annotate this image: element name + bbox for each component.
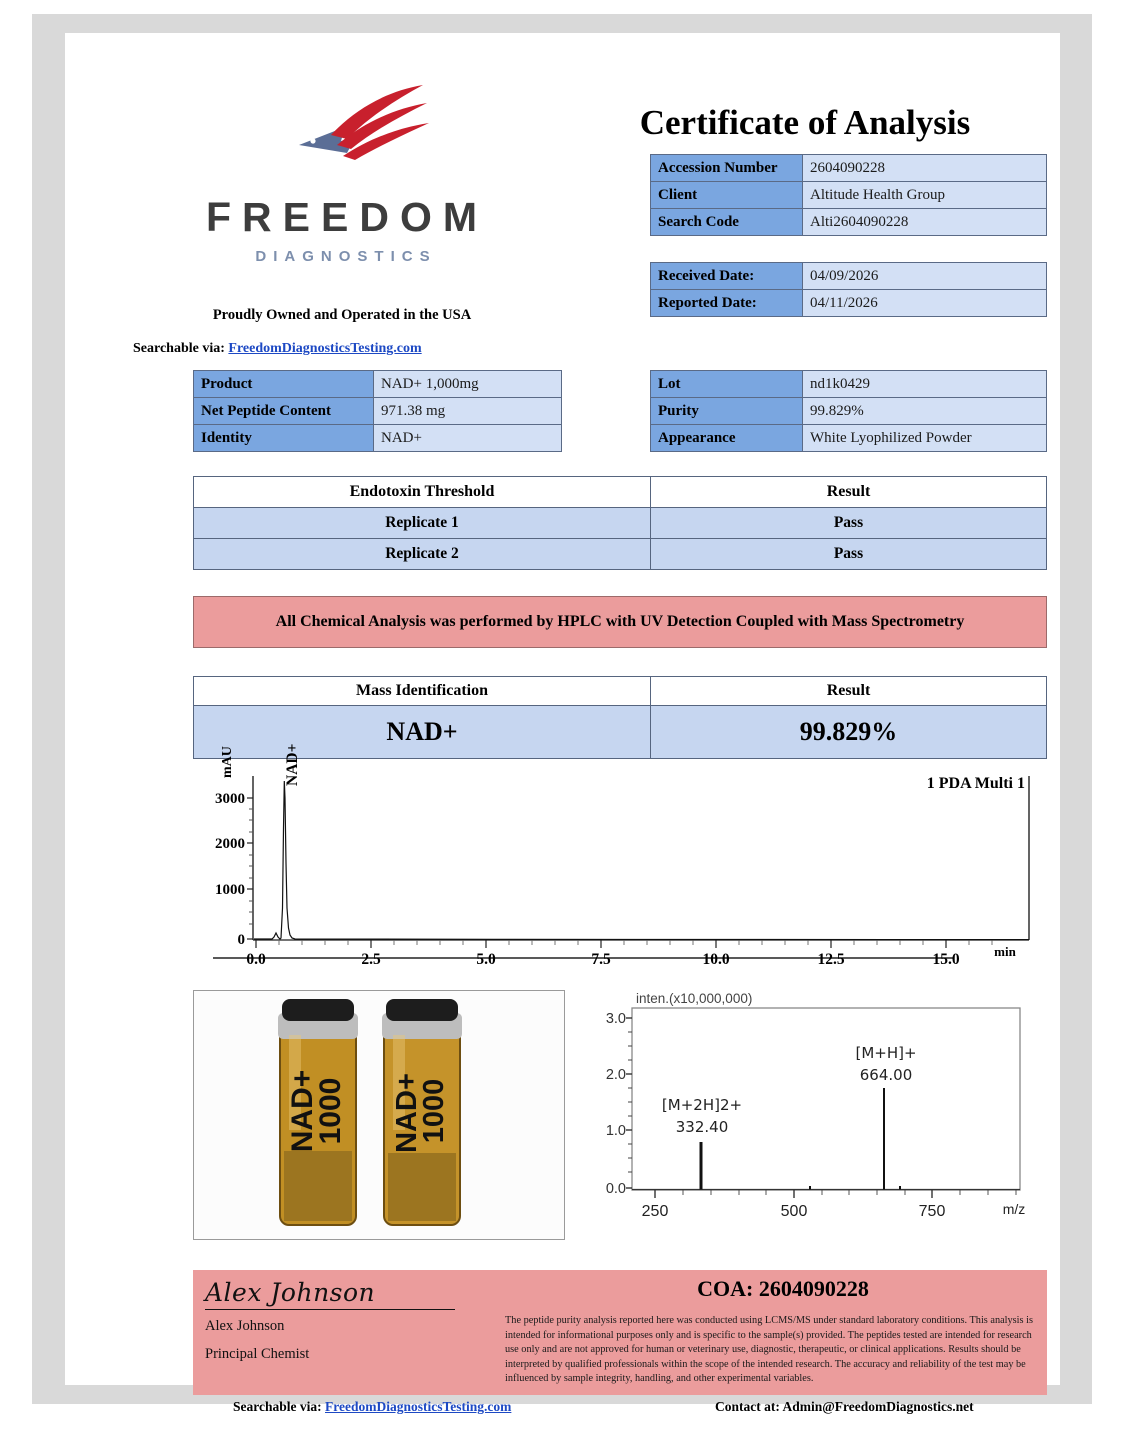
table-row — [194, 508, 1047, 539]
searchable-via-header — [127, 341, 557, 357]
company-subtitle: DIAGNOSTICS — [255, 248, 437, 265]
product-vial-photo — [193, 990, 565, 1240]
svg-text:0.0: 0.0 — [246, 951, 266, 968]
svg-text:NAD+: NAD+ — [284, 743, 301, 786]
mass-spectrum-chart — [570, 990, 1047, 1240]
appearance-label: Appearance — [651, 425, 803, 452]
searchable-prefix: Searchable via: — [133, 341, 225, 356]
svg-text:332.40: 332.40 — [675, 1118, 729, 1136]
svg-text:7.5: 7.5 — [591, 951, 611, 968]
replicate-2-name: Replicate 2 — [194, 539, 651, 570]
reported-date-label: Reported Date: — [651, 290, 803, 317]
accession-label: Accession Number — [651, 155, 803, 182]
hplc-chromatogram — [193, 743, 1047, 983]
svg-text:3000: 3000 — [215, 791, 245, 807]
svg-text:1.0: 1.0 — [605, 1123, 626, 1139]
search-code-value: Alti2604090228 — [803, 209, 1047, 236]
svg-text:2000: 2000 — [215, 836, 245, 852]
table-row — [194, 371, 562, 398]
svg-text:1000: 1000 — [314, 1077, 347, 1145]
table-row — [651, 371, 1047, 398]
svg-text:15.0: 15.0 — [932, 951, 960, 968]
identity-value: NAD+ — [374, 425, 562, 452]
company-name: FREEDOM — [206, 194, 488, 240]
svg-text:12.5: 12.5 — [817, 951, 845, 968]
table-row — [651, 290, 1047, 317]
table-header-row — [194, 677, 1047, 706]
svg-text:0: 0 — [237, 932, 245, 948]
svg-text:10.0: 10.0 — [702, 951, 730, 968]
table-row — [194, 425, 562, 452]
svg-text:inten.(x10,000,000): inten.(x10,000,000) — [636, 991, 753, 1006]
accession-table — [650, 154, 1047, 236]
svg-text:m/z: m/z — [1002, 1201, 1026, 1217]
svg-text:[M+2H]2+: [M+2H]2+ — [661, 1096, 743, 1114]
product-value: NAD+ 1,000mg — [374, 371, 562, 398]
lot-value: nd1k0429 — [803, 371, 1047, 398]
svg-text:0.0: 0.0 — [605, 1181, 626, 1197]
table-row — [651, 425, 1047, 452]
svg-text:1000: 1000 — [418, 1078, 450, 1144]
table-row — [194, 398, 562, 425]
client-value: Altitude Health Group — [803, 182, 1047, 209]
endotoxin-table — [193, 476, 1047, 570]
dates-table — [650, 262, 1047, 317]
footer-searchable-link[interactable]: FreedomDiagnosticsTesting.com — [325, 1399, 512, 1414]
table-row — [194, 539, 1047, 570]
table-row — [651, 209, 1047, 236]
mass-id-compound: NAD+ — [194, 706, 651, 759]
net-peptide-content-value: 971.38 mg — [374, 398, 562, 425]
mass-id-header-right: Result — [651, 677, 1047, 706]
svg-text:NAD+: NAD+ — [286, 1069, 319, 1153]
signature: Alex Johnson — [205, 1278, 455, 1310]
received-date-value: 04/09/2026 — [803, 263, 1047, 290]
svg-text:3.0: 3.0 — [605, 1011, 626, 1027]
signer-role: Principal Chemist — [205, 1346, 310, 1362]
product-label: Product — [194, 371, 374, 398]
replicate-1-name: Replicate 1 — [194, 508, 651, 539]
purity-label: Purity — [651, 398, 803, 425]
svg-text:250: 250 — [641, 1203, 669, 1220]
lot-label: Lot — [651, 371, 803, 398]
svg-text:mAU: mAU — [220, 746, 235, 778]
certificate-footer — [193, 1270, 1047, 1395]
svg-text:1000: 1000 — [215, 882, 245, 898]
disclaimer-text: The peptide purity analysis reported here was conducted using LCMS/MS under standard laboratory conditions. This analysis is intended for informational purposes only and is specific to the sample(s) provided. The peptides tested are intended for research use only and are not approved for human or veterinary use, diagnostic, therapeutic, or clinical applications. Results should be interpreted by qualified professionals within the scope of the intended research. The accuracy and reliability of the test may be influenced by sample integrity, handling, and other experimental variables. — [505, 1315, 1033, 1385]
table-row — [651, 182, 1047, 209]
reported-date-value: 04/11/2026 — [803, 290, 1047, 317]
search-code-label: Search Code — [651, 209, 803, 236]
certificate-page — [65, 33, 1060, 1414]
footer-contact: Contact at: Admin@FreedomDiagnostics.net — [715, 1399, 974, 1414]
coa-number: COA: 2604090228 — [697, 1276, 869, 1301]
footer-searchable-via — [233, 1399, 511, 1415]
svg-text:750: 750 — [918, 1203, 946, 1220]
replicate-1-result: Pass — [651, 508, 1047, 539]
net-peptide-content-label: Net Peptide Content — [194, 398, 374, 425]
svg-text:2.0: 2.0 — [605, 1067, 626, 1083]
table-row — [194, 706, 1047, 759]
table-row — [651, 155, 1047, 182]
svg-text:5.0: 5.0 — [476, 951, 496, 968]
appearance-value: White Lyophilized Powder — [803, 425, 1047, 452]
svg-text:2.5: 2.5 — [361, 951, 381, 968]
table-row — [651, 263, 1047, 290]
endotoxin-header-left: Endotoxin Threshold — [194, 477, 651, 508]
usa-tagline: Proudly Owned and Operated in the USA — [212, 307, 472, 323]
svg-text:[M+H]+: [M+H]+ — [855, 1044, 917, 1062]
mass-identification-table — [193, 676, 1047, 759]
signer-name: Alex Johnson — [205, 1318, 285, 1334]
svg-text:664.00: 664.00 — [859, 1066, 913, 1084]
mass-id-header-left: Mass Identification — [194, 677, 651, 706]
lot-table — [650, 370, 1047, 452]
svg-text:NAD+: NAD+ — [391, 1073, 423, 1153]
svg-text:1 PDA Multi 1: 1 PDA Multi 1 — [926, 775, 1025, 792]
table-row — [651, 398, 1047, 425]
svg-text:min: min — [994, 944, 1016, 959]
client-label: Client — [651, 182, 803, 209]
table-header-row — [194, 477, 1047, 508]
analysis-method-banner: All Chemical Analysis was performed by HPLC with UV Detection Coupled with Mass Spectrometry — [193, 596, 1047, 648]
page-title: Certificate of Analysis — [639, 103, 971, 142]
mass-id-result: 99.829% — [651, 706, 1047, 759]
svg-text:500: 500 — [780, 1203, 808, 1220]
endotoxin-header-right: Result — [651, 477, 1047, 508]
footer-searchable-prefix: Searchable via: — [233, 1399, 322, 1414]
accession-value: 2604090228 — [803, 155, 1047, 182]
purity-value: 99.829% — [803, 398, 1047, 425]
received-date-label: Received Date: — [651, 263, 803, 290]
company-header — [127, 83, 557, 357]
searchable-link[interactable]: FreedomDiagnosticsTesting.com — [228, 341, 422, 356]
eagle-logo-icon — [227, 83, 457, 198]
identity-label: Identity — [194, 425, 374, 452]
product-table — [193, 370, 562, 452]
replicate-2-result: Pass — [651, 539, 1047, 570]
